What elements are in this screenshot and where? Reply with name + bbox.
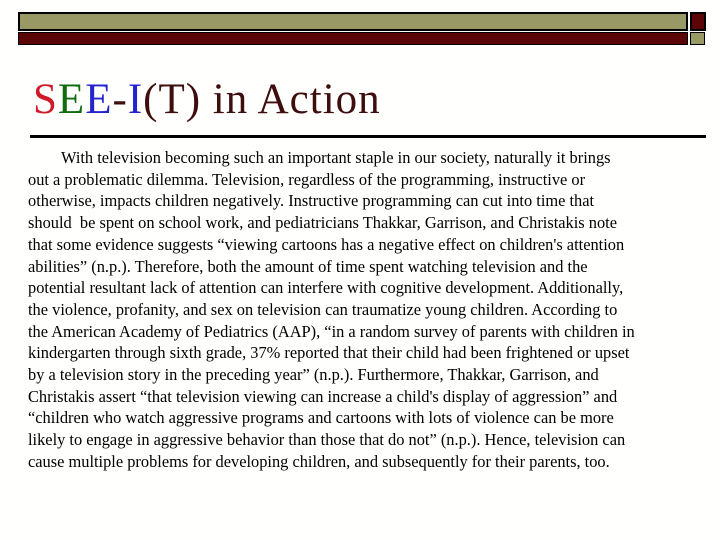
title-underline-rule bbox=[30, 135, 706, 138]
body-line: should be spent on school work, and pediatricians Thakkar, Garrison, and Christakis note bbox=[28, 213, 617, 233]
body-line: by a television story in the preceding year” (n.p.). Furthermore, Thakkar, Garrison, and bbox=[28, 365, 599, 385]
body-line: Christakis assert “that television viewing can increase a child's display of aggression” and bbox=[28, 386, 618, 406]
title-segment-i: I bbox=[127, 76, 144, 123]
decoration-bar-tan bbox=[18, 12, 688, 31]
body-line: the American Academy of Pediatrics (AAP), “in a random survey of parents with children in bbox=[28, 321, 635, 341]
body-line: potential resultant lack of attention can interfere with cognitive development. Additionally, bbox=[28, 278, 624, 298]
body-line: out a problematic dilemma. Television, regardless of the programming, instructive or bbox=[28, 169, 586, 189]
decoration-square-red bbox=[690, 12, 706, 31]
body-line: cause multiple problems for developing children, and subsequently for their parents, too. bbox=[28, 451, 610, 471]
decoration-square-tan bbox=[690, 32, 705, 45]
title-segment-e1: E bbox=[57, 76, 86, 123]
title-segment-e2: E bbox=[85, 76, 113, 123]
body-line: abilities” (n.p.). Therefore, both the amount of time spent watching television and the bbox=[28, 256, 588, 276]
title-segment-s: S bbox=[33, 76, 58, 123]
slide-title bbox=[33, 74, 381, 126]
title-segment-rest: (T) in Action bbox=[143, 76, 381, 123]
body-line: otherwise, impacts children negatively. Instructive programming can cut into time that bbox=[28, 191, 595, 211]
body-line: “children who watch aggressive programs and cartoons with lots of violence can be more bbox=[28, 408, 614, 428]
title-segment-hyphen: - bbox=[112, 76, 128, 123]
body-line: With television becoming such an important staple in our society, naturally it brings bbox=[61, 148, 611, 167]
body-line: kindergarten through sixth grade, 37% reported that their child had been frightened or upset bbox=[28, 343, 630, 363]
decoration-bar-red bbox=[18, 32, 688, 45]
body-paragraph bbox=[28, 147, 712, 473]
body-line: likely to engage in aggressive behavior than those that do not” (n.p.). Hence, television can bbox=[28, 430, 626, 450]
body-line: that some evidence suggests “viewing cartoons has a negative effect on children's attention bbox=[28, 234, 625, 254]
body-line: the violence, profanity, and sex on television can traumatize young children. According to bbox=[28, 299, 618, 319]
